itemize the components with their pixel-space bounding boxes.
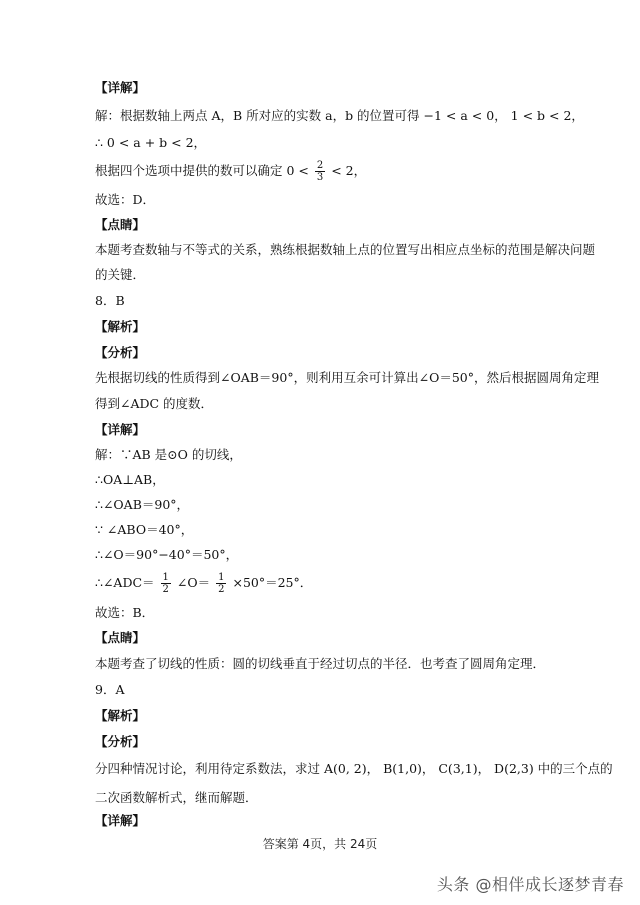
fraction-text-after: ×50°＝25°． <box>232 575 313 590</box>
fraction-text-before: 根据四个选项中提供的数可以确定 0 < <box>95 163 309 178</box>
fraction-denominator: 2 <box>162 584 169 595</box>
fraction <box>216 572 226 595</box>
fraction <box>161 572 171 595</box>
text-line: 故选：D． <box>95 192 156 207</box>
section-heading: 【解析】 <box>95 319 146 334</box>
question-number: 8．B <box>95 293 125 308</box>
question-number: 9．A <box>95 682 125 697</box>
section-heading: 【详解】 <box>95 422 146 437</box>
text-line: 故选：B． <box>95 605 155 620</box>
text-line: 的关键． <box>95 267 146 282</box>
text-line: ∴OA⊥AB， <box>95 472 165 487</box>
fraction <box>315 160 325 183</box>
text-line: 本题考查数轴与不等式的关系，熟练根据数轴上点的位置写出相应点坐标的范围是解决问题 <box>95 242 596 257</box>
fraction-numerator: 1 <box>162 572 169 583</box>
fraction-denominator: 2 <box>218 584 225 595</box>
fraction-numerator: 1 <box>218 572 225 583</box>
text-line: 解：根据数轴上两点 A，B 所对应的实数 a，b 的位置可得 −1 < a < 0， 1 < b < 2， <box>95 108 584 123</box>
section-heading: 【点睛】 <box>95 630 146 645</box>
text-line-fraction <box>95 572 565 595</box>
fraction-text-after: < 2， <box>331 163 367 178</box>
watermark: 头条 @相伴成长逐梦青春 <box>436 875 624 894</box>
text-line: 分四种情况讨论，利用待定系数法，求过 A(0, 2)， B(1,0)， C(3,1)， D(2,3) 中的三个点的 <box>95 761 613 776</box>
fraction-text-before: ∴∠ADC＝ <box>95 575 155 590</box>
text-line: ∴ 0 < a + b < 2， <box>95 135 207 150</box>
section-heading: 【分析】 <box>95 734 146 749</box>
section-heading: 【详解】 <box>95 813 146 828</box>
text-line: 二次函数解析式，继而解题． <box>95 790 258 805</box>
section-heading: 【分析】 <box>95 345 146 360</box>
fraction-denominator: 3 <box>316 172 324 183</box>
fraction-text-middle: ∠O＝ <box>176 575 211 590</box>
text-line-fraction <box>95 160 565 183</box>
text-line: 本题考查了切线的性质：圆的切线垂直于经过切点的半径．也考查了圆周角定理． <box>95 656 546 671</box>
text-line: 得到∠ADC 的度数． <box>95 396 214 411</box>
page-footer: 答案第 4页，共 24页 <box>262 837 378 851</box>
section-heading: 【点睛】 <box>95 217 146 232</box>
text-line: 解：∵AB 是⊙O 的切线， <box>95 447 242 462</box>
section-heading: 【详解】 <box>95 80 146 95</box>
fraction-numerator: 2 <box>316 160 324 171</box>
text-line: ∵ ∠ABO＝40°， <box>95 522 194 537</box>
text-line: 先根据切线的性质得到∠OAB＝90°，则利用互余可计算出∠O＝50°，然后根据圆周角定理 <box>95 370 599 385</box>
section-heading: 【解析】 <box>95 708 146 723</box>
text-line: ∴∠OAB＝90°， <box>95 497 190 512</box>
text-line: ∴∠O＝90°−40°＝50°， <box>95 547 239 562</box>
